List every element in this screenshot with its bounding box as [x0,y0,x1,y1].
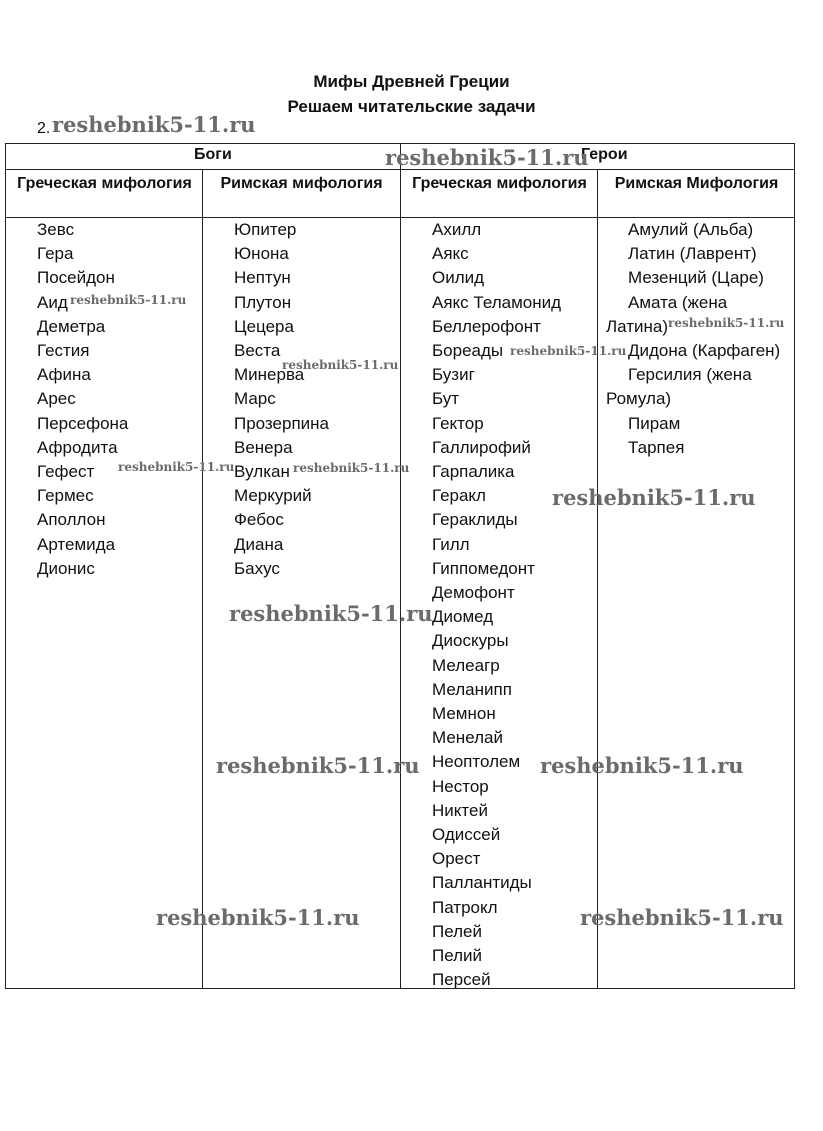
list-item: Фебос [234,510,284,530]
list-item: Юнона [234,244,289,264]
greek-gods-list [37,218,128,581]
watermark-text: reshebnik5-11.ru [118,460,235,474]
list-item: Прозерпина [234,413,329,433]
watermark-text: reshebnik5-11.ru [70,293,187,307]
list-item: Посейдон [37,268,115,288]
list-item: Зевс [37,220,75,239]
list-item: Пирам [628,413,681,433]
watermark-text: reshebnik5-11.ru [52,112,256,137]
list-item: Пелей [432,921,482,941]
watermark-text: reshebnik5-11.ru [216,753,420,778]
list-item: Пелий [432,946,483,966]
list-item: Гилл [432,534,470,554]
list-item: Никтей [432,800,488,820]
list-item: Аид [37,292,68,312]
list-item: Деметра [37,316,106,336]
list-item: Гефест [37,462,95,482]
list-item: Беллерофонт [432,316,541,336]
list-item: Минерва [234,365,305,385]
list-item: Персефона [37,413,129,433]
mythology-table [5,143,795,989]
column-header-roman-heroes: Римская Мифология [614,175,779,192]
list-item: Персей [432,970,491,990]
roman-gods-list [234,218,329,581]
list-item: Бахус [234,558,280,578]
list-item: Веста [234,341,281,361]
list-item: Мемнон [432,704,496,724]
watermark-text: reshebnik5-11.ru [668,316,785,330]
column-header-greek-heroes: Греческая мифология [412,175,587,192]
list-item: Цецера [234,316,294,336]
watermark-text: reshebnik5-11.ru [580,905,784,930]
list-item: Мезенций (Царе) [628,268,764,288]
list-item: Амата (жена Латина) [606,292,728,336]
list-item: Оилид [432,268,485,288]
list-item: Бузиг [432,365,475,385]
list-item: Бореады [432,341,504,361]
list-item: Дидона (Карфаген) [628,341,781,361]
list-item: Орест [432,849,481,869]
document-subtitle: Решаем читательские задачи [287,97,536,116]
list-item: Латин (Лаврент) [628,244,757,264]
list-item: Паллантиды [432,873,532,893]
list-item: Афина [37,365,91,385]
list-item: Демофонт [432,583,515,603]
list-item: Гестия [37,341,90,361]
list-item: Гарпалика [432,462,515,482]
list-item: Марс [234,389,276,409]
list-item: Тарпея [628,437,685,457]
list-item: Афродита [37,437,118,457]
column-header-greek-gods: Греческая мифология [17,175,192,192]
list-item: Гераклиды [432,510,518,530]
list-item: Менелай [432,728,503,748]
list-item: Галлирофий [432,437,531,457]
list-item: Арес [37,389,76,409]
list-item: Геракл [432,486,486,506]
list-item: Меланипп [432,679,512,699]
list-item: Плутон [234,292,292,312]
task-number: 2. [37,120,51,137]
list-item: Дионис [37,558,95,578]
list-item: Амулий (Альба) [628,220,754,239]
list-item: Гиппомедонт [432,558,535,578]
list-item: Бут [432,389,460,409]
list-item: Вулкан [234,462,290,482]
list-item: Венера [234,437,293,457]
document-title: Мифы Древней Греции [313,72,510,91]
list-item: Диомед [432,607,494,627]
group-header-heroes: Герои [581,146,628,163]
list-item: Патрокл [432,897,498,917]
list-item: Юпитер [234,220,297,239]
watermark-text: reshebnik5-11.ru [156,905,360,930]
column-divider [202,169,203,988]
watermark-text: reshebnik5-11.ru [510,344,627,358]
list-item: Герсилия (жена Ромула) [606,365,752,409]
watermark-text: reshebnik5-11.ru [282,358,399,372]
list-item: Гермес [37,486,94,506]
list-item: Диана [234,534,284,554]
list-item: Гектор [432,413,484,433]
list-item: Одиссей [432,825,501,845]
roman-heroes-list [606,218,786,460]
list-item: Аякс Теламонид [432,292,562,312]
list-item: Мелеагр [432,655,500,675]
list-item: Диоскуры [432,631,509,651]
list-item: Нестор [432,776,489,796]
list-item: Меркурий [234,486,312,506]
watermark-text: reshebnik5-11.ru [552,485,756,510]
watermark-text: reshebnik5-11.ru [229,601,433,626]
column-divider [597,169,598,988]
watermark-text: reshebnik5-11.ru [385,145,589,170]
list-item: Ахилл [432,220,482,239]
group-header-gods: Боги [194,146,232,163]
greek-heroes-list [432,218,561,993]
column-divider [400,144,401,988]
watermark-text: reshebnik5-11.ru [540,753,744,778]
list-item: Аполлон [37,510,106,530]
watermark-text: reshebnik5-11.ru [293,461,410,475]
list-item: Гера [37,244,74,264]
list-item: Артемида [37,534,116,554]
list-item: Нептун [234,268,291,288]
column-header-roman-gods: Римская мифология [220,175,383,192]
list-item: Неоптолем [432,752,521,772]
list-item: Аякс [432,244,469,264]
